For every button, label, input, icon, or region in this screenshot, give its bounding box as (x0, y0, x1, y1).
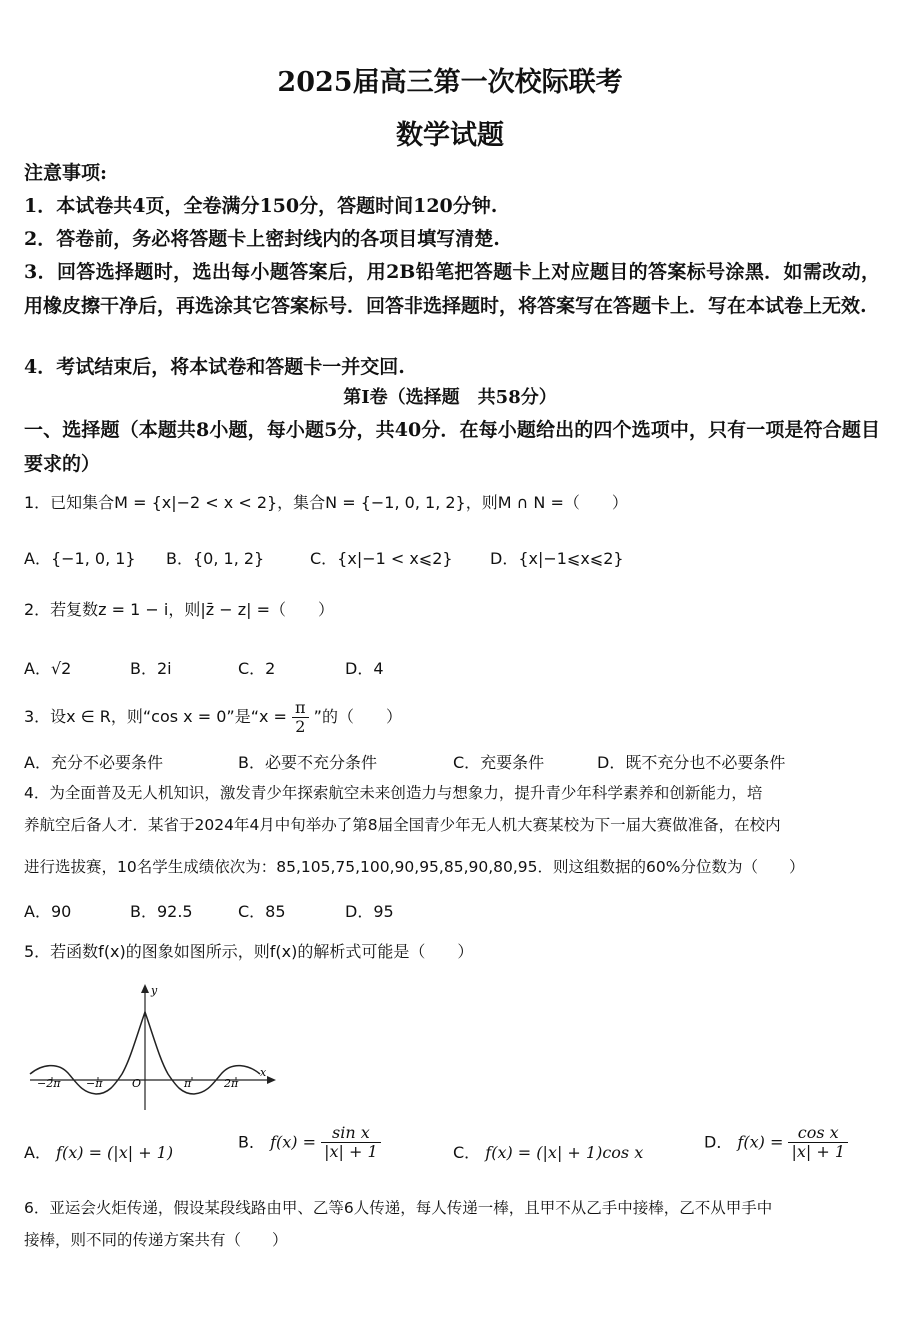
notice-item-3: 3．回答选择题时，选出每小题答案后，用2B铅笔把答题卡上对应题目的答案标号涂黑．如需改动，用橡皮擦干净后，再选涂其它答案标号．回答非选择题时，将答案写在答题卡上．写在本试卷上无效. (24, 261, 880, 317)
q6-stem-line-1: 6．亚运会火炬传递，假设某段线路由甲、乙等6人传递，每人传递一棒，且甲不从乙手中接棒，乙不从甲手中 (24, 1199, 773, 1217)
q5-option-b-denominator: |x| + 1 (324, 1142, 378, 1162)
q5-option-b-fraction (321, 1124, 381, 1162)
q5-option-a-label: A． (24, 1143, 51, 1162)
section-heading: 一、选择题（本题共8小题，每小题5分，共40分．在每小题给出的四个选项中，只有一项是符合题目要求的） (24, 419, 880, 475)
q3-option-c: C．充要条件 (453, 753, 545, 772)
q5-option-d-label: D． (704, 1132, 733, 1152)
q4-stem-line-3: 进行选拔赛，10名学生成绩依次为：85,105,75,100,90,95,85,90,80,95．则这组数据的60%分位数为（ ） (24, 858, 805, 876)
q5-option-d (704, 1124, 848, 1162)
y-axis-label: y (151, 984, 158, 997)
q2-option-a: A．√2 (24, 659, 72, 678)
q3-option-d: D．既不充分也不必要条件 (597, 753, 786, 772)
q3-stem-suffix: ”的（ ） (313, 707, 402, 726)
tick-label-2pi: 2π (224, 1077, 239, 1090)
q1-stem: 1．已知集合M = {x|−2 < x < 2}，集合N = {−1, 0, 1, 2}，则M ∩ N =（ ） (24, 493, 628, 512)
q4-option-b: B．92.5 (130, 902, 193, 921)
notice-item-4: 4．考试结束后，将本试卷和答题卡一并交回. (24, 356, 405, 378)
q2-option-c: C．2 (238, 659, 276, 678)
q1-option-d: D．{x|−1⩽x⩽2} (490, 549, 624, 568)
q5-option-d-numerator: cos x (788, 1124, 848, 1143)
tick-label-neg-2pi: −2π (37, 1077, 61, 1090)
q5-option-d-denominator: |x| + 1 (791, 1142, 845, 1162)
q2-stem: 2．若复数z = 1 − i，则|z̄ − z| =（ ） (24, 600, 335, 619)
q3-fraction-numerator: π (292, 699, 309, 718)
q5-option-b-label: B． (238, 1132, 265, 1152)
q1-option-b: B．{0, 1, 2} (166, 549, 265, 568)
q6-stem-line-2: 接棒，则不同的传递方案共有（ ） (24, 1231, 288, 1249)
q5-option-b (238, 1124, 381, 1162)
x-axis-label: x (260, 1066, 267, 1079)
exam-subtitle: 数学试题 (396, 120, 504, 151)
q5-option-b-numerator: sin x (321, 1124, 381, 1143)
q3-stem-prefix: 3．设x ∈ R，则“cos x = 0”是“x = (24, 707, 287, 726)
q3-option-a: A．充分不必要条件 (24, 753, 163, 772)
q3-fraction (292, 699, 309, 737)
q4-stem-line-1: 4．为全面普及无人机知识，激发青少年探索航空未来创造力与想象力，提升青少年科学素养和创新能力，培 (24, 784, 763, 802)
q1-option-a: A．{−1, 0, 1} (24, 549, 136, 568)
q5-function-graph (24, 978, 286, 1114)
q5-option-d-lhs: f(x) = (737, 1132, 784, 1152)
q5-option-a-expr: f(x) = (|x| + 1) (56, 1143, 174, 1162)
notice-item-1: 1．本试卷共4页，全卷满分150分，答题时间120分钟. (24, 195, 498, 217)
y-axis-arrow-icon (141, 984, 149, 993)
q5-option-a (24, 1140, 173, 1163)
q5-option-c-expr: f(x) = (|x| + 1)cos x (485, 1143, 644, 1162)
q3-stem (24, 696, 880, 738)
x-axis-arrow-icon (267, 1076, 276, 1084)
origin-label: O (132, 1077, 142, 1090)
q5-option-d-fraction (788, 1124, 848, 1162)
q3-fraction-denominator: 2 (295, 717, 306, 736)
exam-title: 2025届高三第一次校际联考 (277, 67, 623, 98)
q5-stem: 5．若函数f(x)的图象如图所示，则f(x)的解析式可能是（ ） (24, 942, 474, 961)
q1-option-c: C．{x|−1 < x⩽2} (310, 549, 453, 568)
q4-stem-line-2: 养航空后备人才．某省于2024年4月中旬举办了第8届全国青少年无人机大赛某校为下一届大赛做准备，在校内 (24, 816, 781, 834)
q4-option-a: A．90 (24, 902, 72, 921)
q4-option-c: C．85 (238, 902, 286, 921)
q2-option-d: D．4 (345, 659, 384, 678)
q3-option-b: B．必要不充分条件 (238, 753, 377, 772)
q5-option-c-label: C． (453, 1143, 481, 1162)
tick-label-neg-pi: −π (86, 1077, 103, 1090)
q2-option-b: B．2i (130, 659, 172, 678)
notice-item-2: 2．答卷前，务必将答题卡上密封线内的各项目填写清楚. (24, 228, 500, 250)
tick-label-pi: π (184, 1077, 192, 1090)
q5-option-b-lhs: f(x) = (270, 1132, 316, 1152)
q5-option-c (453, 1140, 643, 1163)
part1-heading: 第Ⅰ卷（选择题 共58分） (343, 387, 557, 408)
notice-heading: 注意事项: (24, 162, 108, 184)
q4-option-d: D．95 (345, 902, 394, 921)
